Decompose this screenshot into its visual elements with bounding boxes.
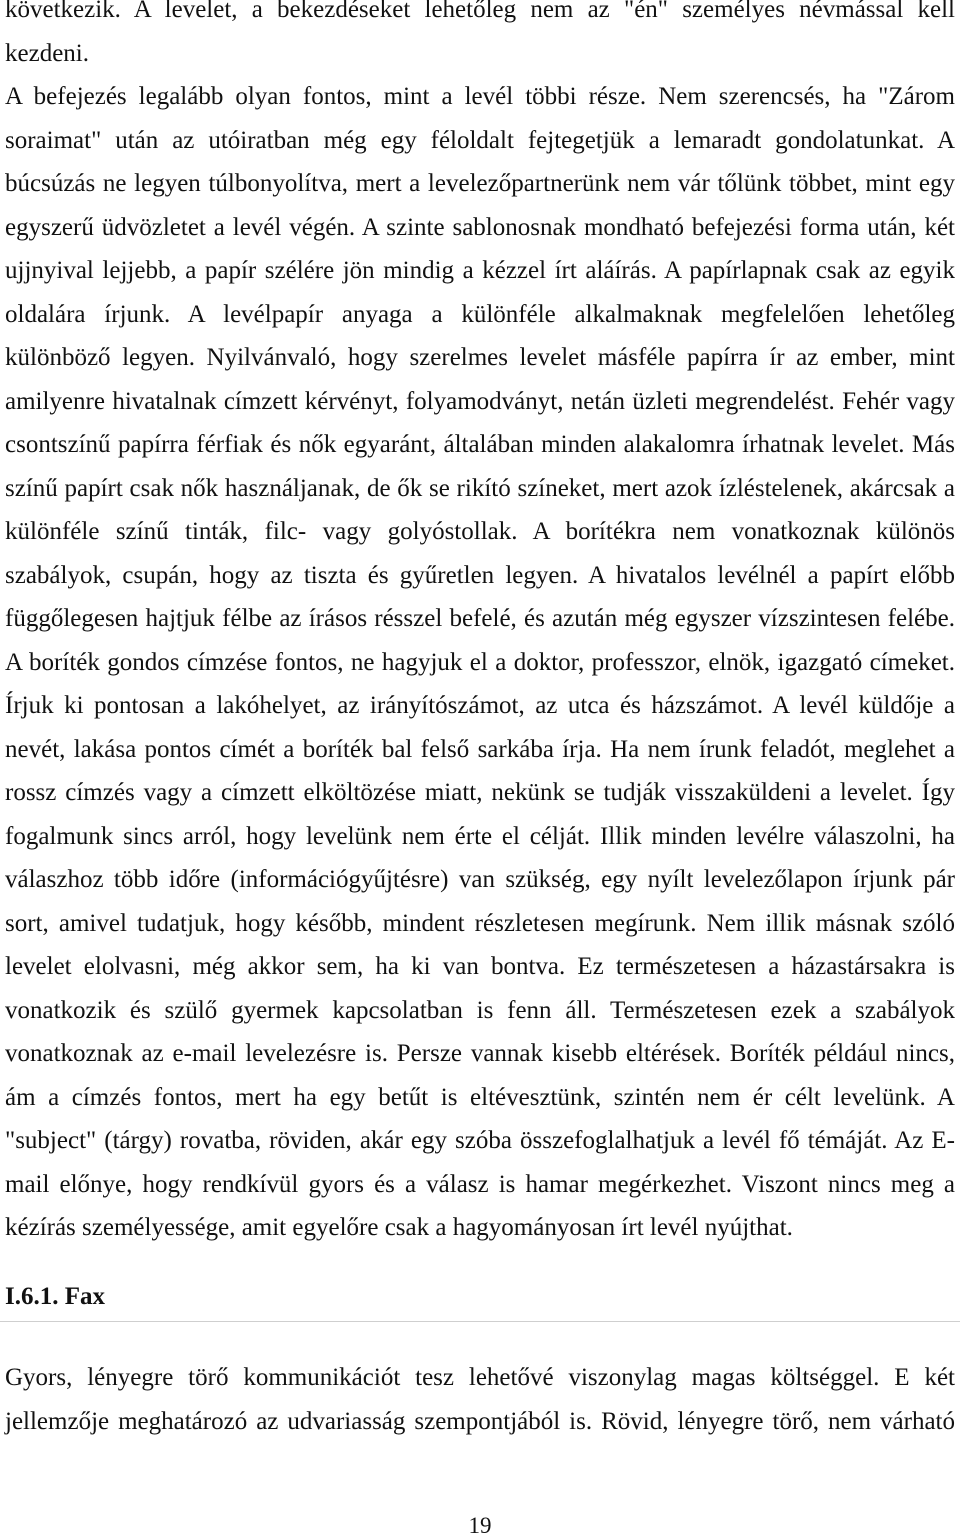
text-line: nevét, lakása pontos címét a boríték bal felső sarkába írja. Ha nem írunk feladót, meglehet a xyxy=(5,735,955,763)
text-line: amilyenre hivatalnak címzett kérvényt, folyamodványt, netán üzleti megrendelést. Fehér vagy xyxy=(5,387,955,415)
text-line: soraimat" után az utóiratban még egy féloldalt fejtegetjük a lemaradt gondolatunkat. A xyxy=(5,126,955,154)
text-line: színű papírt csak nők használjanak, de ők se rikító színeket, mert azok ízléstelenek, akárcsak a xyxy=(5,474,955,502)
text-line: mail előnye, hogy rendkívül gyors és a válasz is hamar megérkezhet. Viszont nincs meg a xyxy=(5,1170,955,1198)
page-number: 19 xyxy=(468,1513,492,1537)
heading-divider xyxy=(0,1321,960,1322)
text-line: függőlegesen hajtjuk félbe az írásos résszel befelé, és azután még egyszer vízszintesen felébe. xyxy=(5,605,955,632)
text-line: "subject" (tárgy) rovatba, röviden, akár egy szóba összefoglalhatjuk a levél fő témáját. Az E- xyxy=(5,1127,955,1154)
text-line: búcsúzás ne legyen túlbonyolítva, mert a levelezőpartnerünk nem vár tőlünk többet, mint egy xyxy=(5,170,955,197)
text-line: vonatkoznak az e-mail levelezésre is. Persze vannak kisebb eltérések. Boríték például nincs, xyxy=(5,1040,955,1067)
text-line: kezdeni. xyxy=(5,39,89,67)
text-line: oldalára írjunk. A levélpapír anyaga a különféle alkalmaknak megfelelően lehetőleg xyxy=(5,300,955,328)
text-line: sort, amivel tudatjuk, hogy később, mindent részletesen megírunk. Nem illik másnak szóló xyxy=(5,909,955,937)
text-line: válaszhoz több időre (információgyűjtésre) van szükség, egy nyílt levelezőlapon írjunk pár xyxy=(5,866,955,893)
text-line: rossz címzés vagy a címzett elköltözése miatt, nekünk se tudják visszaküldeni a levelet. Így xyxy=(5,779,955,806)
text-line: ám a címzés fontos, mert ha egy betűt is eltévesztünk, szintén nem ér célt levelünk. A xyxy=(5,1083,955,1111)
text-line: fogalmunk sincs arról, hogy levelünk nem érte el célját. Illik minden levélre válaszolni, ha xyxy=(5,822,955,850)
text-line: levelet elolvasni, még akkor sem, ha ki van bontva. Ez természetesen a házastársakra is xyxy=(5,953,955,980)
text-line: szabályok, csupán, hogy az tiszta és gyűretlen legyen. A hivatalos levélnél a papírt előbb xyxy=(5,561,955,589)
section-heading: I.6.1. Fax xyxy=(5,1283,105,1310)
text-line: Gyors, lényegre törő kommunikációt tesz lehetővé viszonylag magas költséggel. E két xyxy=(5,1364,955,1391)
text-line: A befejezés legalább olyan fontos, mint a levél többi része. Nem szerencsés, ha "Zárom xyxy=(5,83,955,110)
text-line: jellemzője meghatározó az udvariasság szempontjából is. Rövid, lényegre törő, nem várható xyxy=(5,1407,955,1435)
section-body-text xyxy=(5,1364,955,1455)
text-line: ujjnyival lejjebb, a papír szélére jön mindig a kézzel írt aláírás. A papírlapnak csak az egyik xyxy=(5,257,955,284)
text-line: következik. A levelet, a bekezdéseket lehetőleg nem az "én" személyes névmással kell xyxy=(5,0,955,23)
text-line: A boríték gondos címzése fontos, ne hagyjuk el a doktor, professzor, elnök, igazgató címeket. xyxy=(5,648,955,676)
text-line: különféle színű tinták, filc- vagy golyóstollak. A borítékra nem vonatkoznak különös xyxy=(5,518,955,545)
text-line: különböző legyen. Nyilvánvaló, hogy szerelmes levelet másféle papírra ír az ember, mint xyxy=(5,344,955,371)
text-line: vonatkozik és szülő gyermek kapcsolatban is fenn áll. Természetesen ezek a szabályok xyxy=(5,996,955,1024)
text-line: Írjuk ki pontosan a lakóhelyet, az irányítószámot, az utca és házszámot. A levél küldője a xyxy=(5,692,955,719)
body-text xyxy=(5,0,955,1262)
text-line: csontszínű papírra férfiak és nők egyaránt, általában minden alakalomra írhatnak levelet. Más xyxy=(5,431,955,458)
text-line: kézírás személyessége, amit egyelőre csak a hagyományosan írt levél nyújthat. xyxy=(5,1214,793,1241)
text-line: egyszerű üdvözletet a levél végén. A szinte sablonosnak mondható befejezési forma után, két xyxy=(5,213,955,241)
